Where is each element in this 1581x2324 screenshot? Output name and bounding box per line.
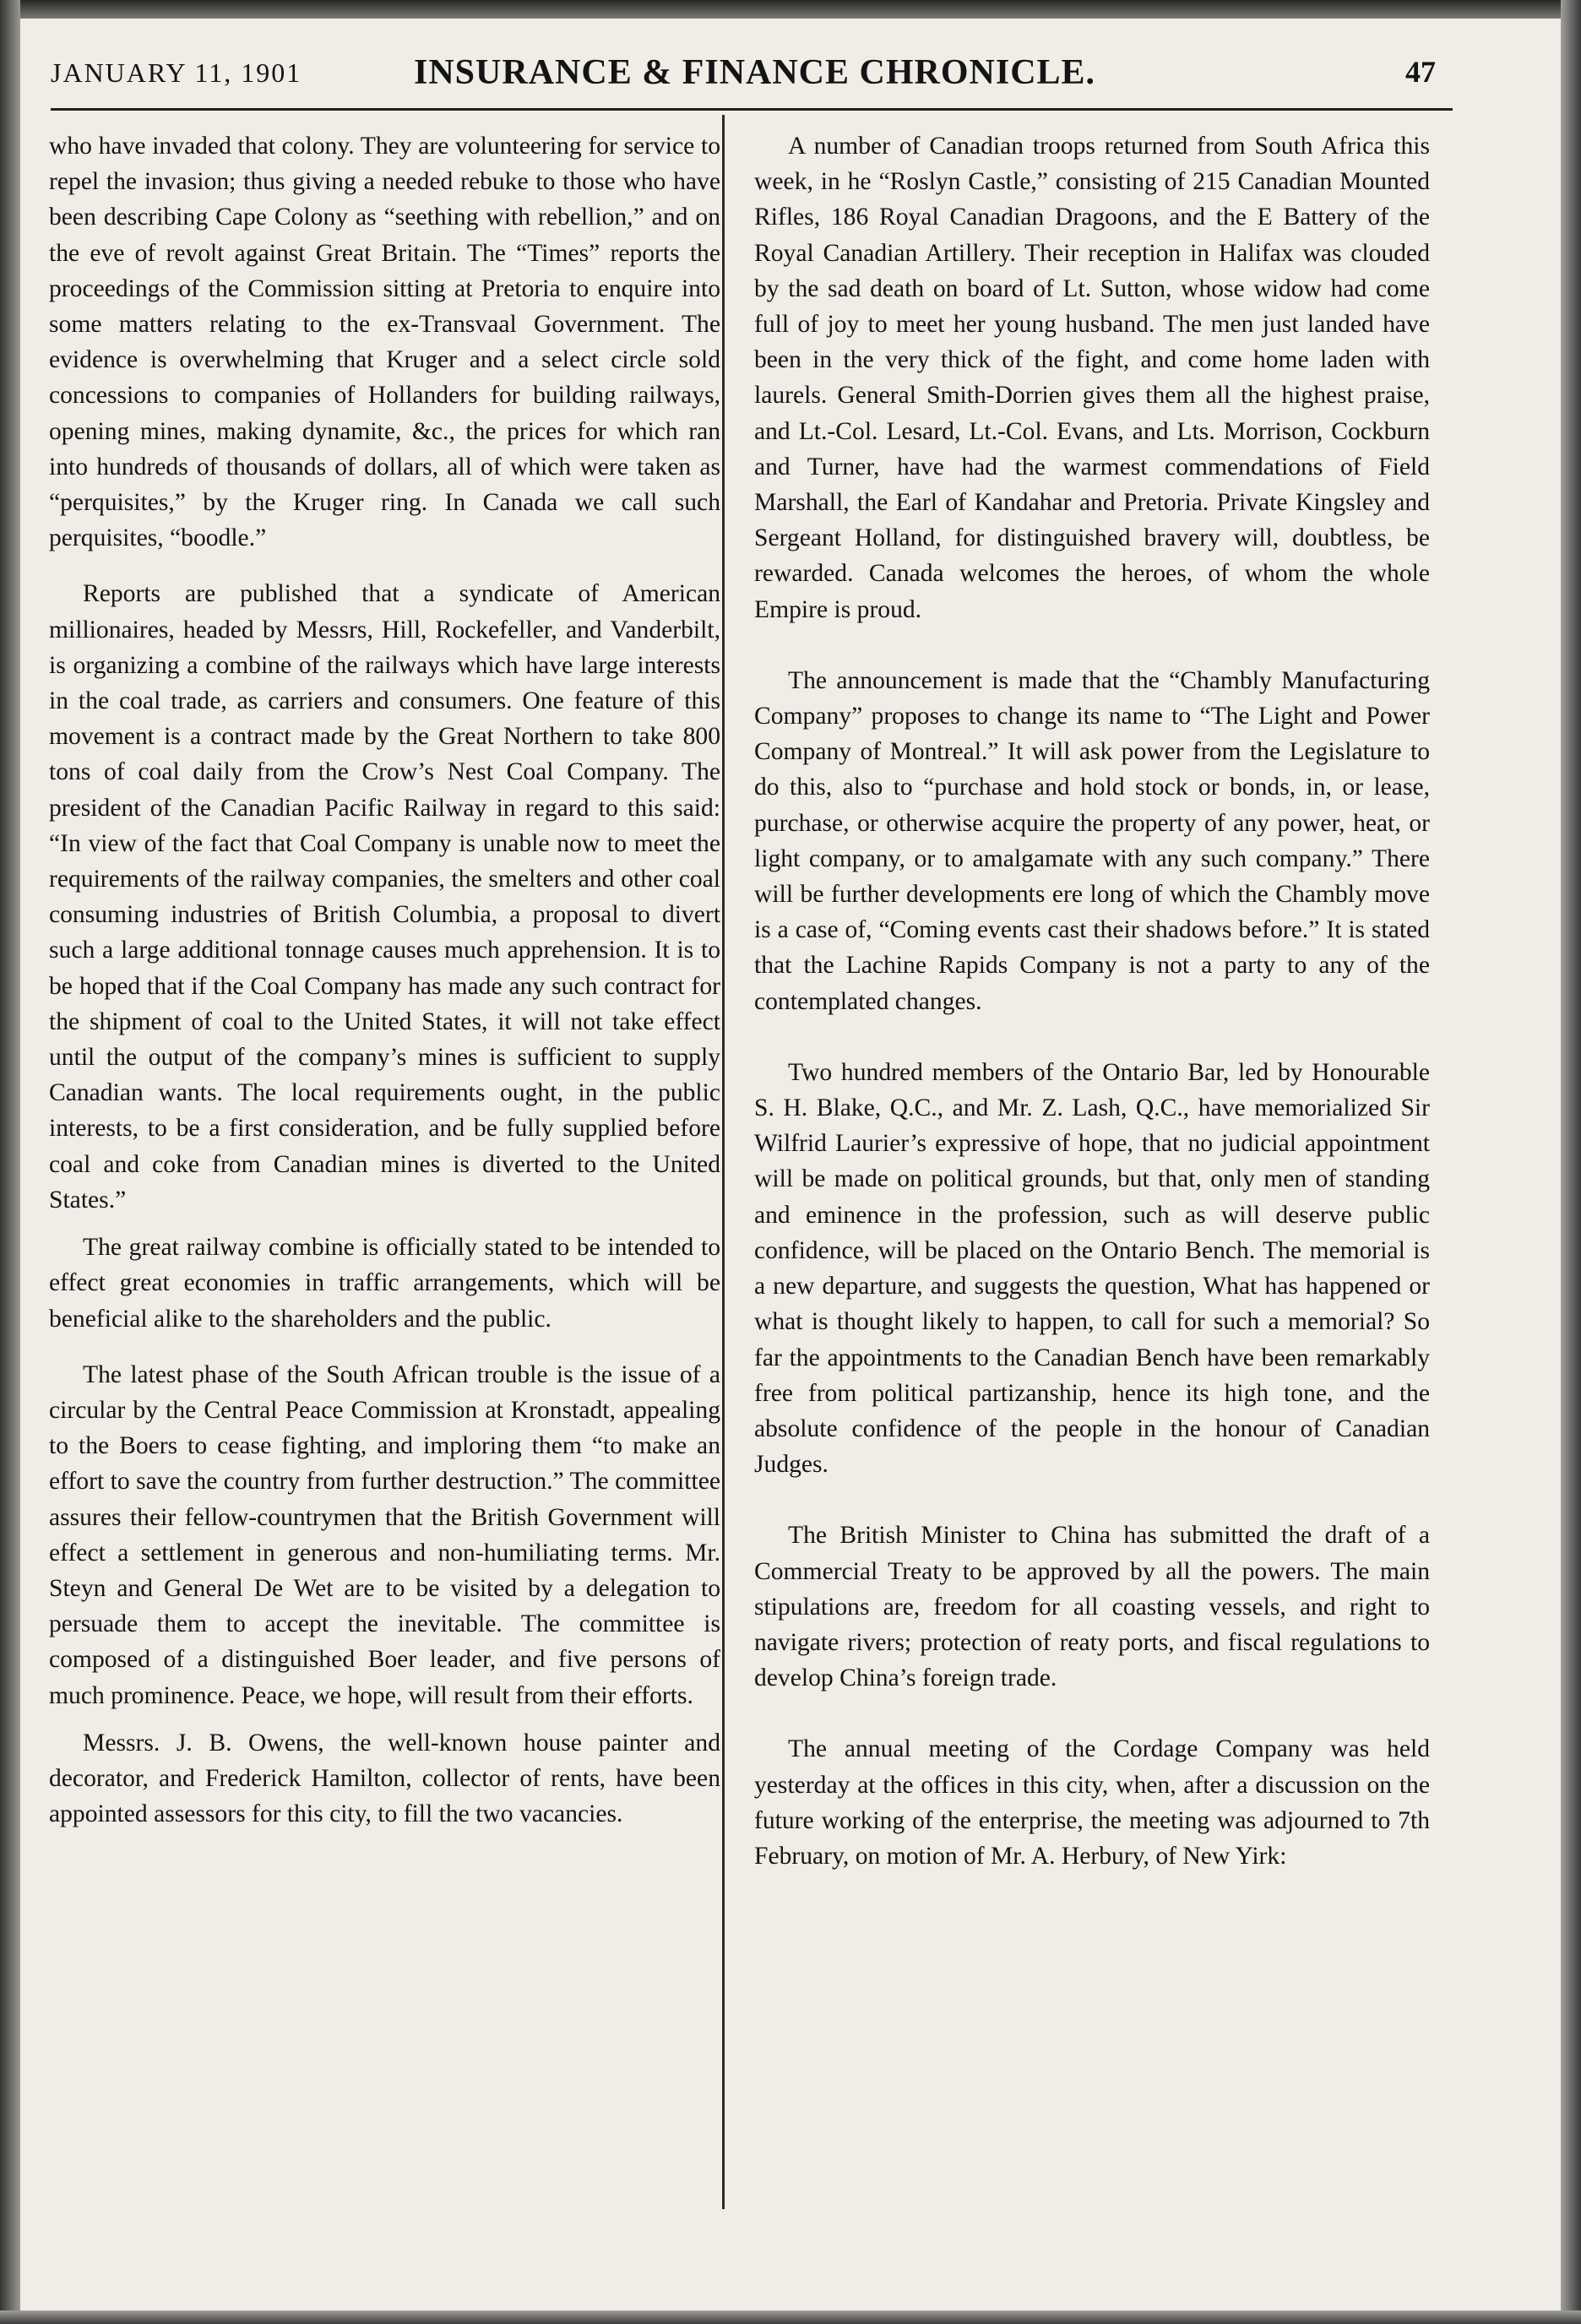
paragraph-china-treaty: The British Minister to China has submitted the draft of a Commercial Treaty to be approved by all the powers. The main stipulations are, freedom for all coasting vessels, and right to navigate rivers; protection of reaty ports, and fiscal regulations to develop China’s foreign trade. [754,1522,1430,1692]
paragraph-cordage-company: The annual meeting of the Cordage Company was held yesterday at the offices in this city, when, after a discussion on the future working of the enterprise, the meeting was adjourned to 7th February, on motion of Mr. A. Herbury, of New Yirk: [754,1735,1430,1870]
page-number: 47 [1405,55,1436,89]
paragraph-troops-returned: A number of Canadian troops returned from South Africa this week, in he “Roslyn Castle,” consisting of 215 Canadian Mounted Rifles, 186 Royal Canadian Dragoons, and the E Battery of the Royal Canadian Artillery. Their reception in Halifax was clouded by the sad death on board of Lt. Sutton, whose widow had come full of joy to meet her young husband. The men just landed have been in the very thick of the fight, and come home laden with laurels. General Smith-Dorrien gives them all the highest praise, and Lt.-Col. Lesard, Lt.-Col. Evans, and Lts. Morrison, Cockburn and Turner, have had the warmest commendations of Field Marshall, the Earl of Kandahar and Pretoria. Private Kingsley and Sergeant Holland, for distinguished bravery will, doubtless, be rewarded. Canada welcomes the heroes, of whom the whole Empire is proud. [754,133,1430,623]
paragraph-chambly-company: The announcement is made that the “Chambly Manufacturing Company” proposes to change its name to “The Light and Power Company of Montreal.” It will ask power from the Legislature to do this, also to “purchase and hold stock or bonds, in, or lease, purchase, or otherwise acquire the property of any power, heat, or light company, or to amalgamate with any such company.” There will be further developments ere long of which the Chambly move is a case of, “Coming events cast their shadows before.” It is stated that the Lachine Rapids Company is not a party to any of the contemplated changes. [754,666,1430,1015]
paragraph-railway-syndicate: Reports are published that a syndicate of American millionaires, headed by Messrs, Hill, Rockefeller, and Vanderbilt, is organizing a combine of the railways which have large interests in the coal trade, as carriers and consumers. One feature of this movement is a contract made by the Great Northern to take 800 tons of coal daily from the Crow’s Nest Coal Company. The president of the Canadian Pacific Railway in regard to this said: “In view of the fact that Coal Company is unable now to meet the requirements of the railway companies, the smelters and other coal consuming industries of British Columbia, a proposal to divert such a large additional tonnage causes much apprehension. It is to be hoped that if the Coal Company has made any such contract for the shipment of coal to the United States, it will not take effect until the output of the company’s mines is sufficient to supply Canadian wants. The local requirements ought, in the public interests, to be a first consideration, and be fully supplied before coal and coke from Canadian mines is diverted to the United States.” [49,580,720,1214]
right-column [754,128,1430,1874]
scan-border-right [1561,0,1581,2324]
publication-title: INSURANCE & FINANCE CHRONICLE. [414,53,1096,92]
scan-border-bottom [0,2310,1581,2324]
running-header [51,52,1436,103]
scan-border-left [0,0,20,2324]
left-column [49,128,720,1832]
scan-border-top [0,0,1581,19]
column-divider [722,115,725,2209]
paragraph-transvaal-commission: who have invaded that colony. They are volunteering for service to repel the invasion; thus giving a needed rebuke to those who have been describing Cape Colony as “seething with rebellion,” and on the eve of revolt against Great Britain. The “Times” reports the proceedings of the Commission sitting at Pretoria to enquire into some matters relating to the ex-Transvaal Government. The evidence is overwhelming that Kruger and a select circle sold concessions to companies of Hollanders for building railways, opening mines, making dynamite, &c., the prices for which ran into hundreds of thousands of dollars, all of which were taken as “perquisites,” by the Kruger ring. In Canada we call such perquisites, “boodle.” [49,133,720,552]
paragraph-peace-commission: The latest phase of the South African trouble is the issue of a circular by the Central Peace Commission at Kronstadt, appealing to the Boers to cease fighting, and imploring them “to make an effort to save the country from further destruction.” The committee assures their fellow-countrymen that the British Government will effect a settlement in generous and non-humiliating terms. Mr. Steyn and General De Wet are to be visited by a delegation to persuade them to accept the inevitable. The committee is composed of a distinguished Boer leader, and five persons of much prominence. Peace, we hope, will result from their efforts. [49,1360,720,1709]
paragraph-railway-combine: The great railway combine is officially stated to be intended to effect great economies in traffic arrangements, which will be beneficial alike to the shareholders and the public. [49,1234,720,1333]
paragraph-ontario-bar: Two hundred members of the Ontario Bar, led by Honourable S. H. Blake, Q.C., and Mr. Z. Lash, Q.C., have memorialized Sir Wilfrid Laurier’s expressive of hope, that no judicial appointment will be made on political grounds, but that, only men of standing and eminence in the profession, such as will deserve public confidence, will be placed on the Ontario Bench. The memorial is a new departure, and suggests the question, What has happened or what is thought likely to happen, to call for such a memorial? So far the appointments to the Canadian Bench have been remarkably free from political partizanship, hence its high tone, and the absolute confidence of the people in the honour of Canadian Judges. [754,1058,1430,1479]
paragraph-assessors: Messrs. J. B. Owens, the well-known house painter and decorator, and Frederick Hamilton, collector of rents, have been appointed assessors for this city, to fill the two vacancies. [49,1729,720,1828]
header-rule [51,108,1453,111]
header-date: JANUARY 11, 1901 [51,57,302,88]
